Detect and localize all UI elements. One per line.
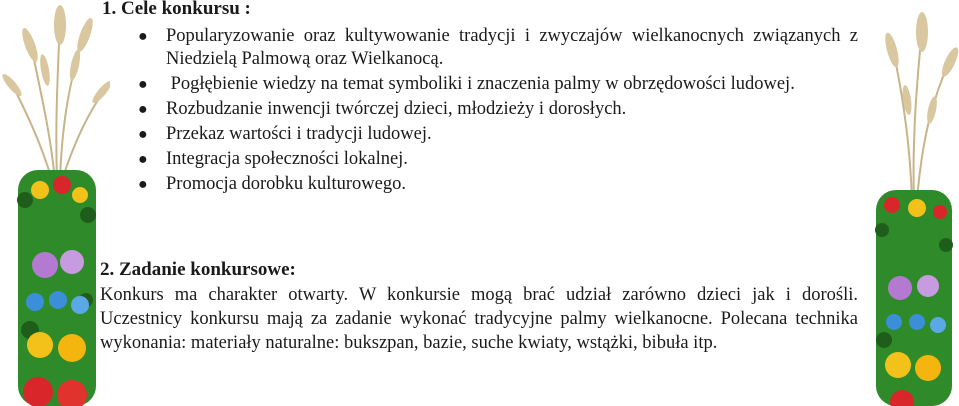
bullet-icon: ● xyxy=(138,176,148,193)
goal-text: Promocja dorobku kulturowego. xyxy=(166,174,406,194)
goal-text: Rozbudzanie inwencji twórczej dzieci, młodzieży i dorosłych. xyxy=(166,99,627,119)
goal-text: Pogłębienie wiedzy na temat symboliki i znaczenia palmy w obrzędowości ludowej. xyxy=(166,74,795,94)
bullet-icon: ● xyxy=(138,28,148,45)
goals-list xyxy=(100,25,860,198)
list-item xyxy=(100,173,860,196)
list-item xyxy=(100,98,860,121)
easter-palm-right-icon xyxy=(862,0,959,406)
section-task-heading: 2. Zadanie konkursowe: xyxy=(100,259,296,280)
goal-text: Integracja społeczności lokalnej. xyxy=(166,149,408,169)
list-item xyxy=(100,148,860,171)
bullet-icon: ● xyxy=(138,76,148,93)
goal-text: Przekaz wartości i tradycji ludowej. xyxy=(166,124,432,144)
goal-text: Popularyzowanie oraz kultywowanie tradycji i zwyczajów wielkanocnych związanych z Niedzielą Palmową oraz Wielkanocą. xyxy=(166,26,858,69)
list-item xyxy=(100,25,860,71)
easter-palm-left-icon xyxy=(0,0,110,406)
task-paragraph: Konkurs ma charakter otwarty. W konkursie mogą brać udział zarówno dzieci jak i dorośli. Uczestnicy konkursu mają za zadanie wykonać tradycyjne palmy wielkanocne. Polecana technika wykonania: materiały naturalne: bukszpan, bazie, suche kwiaty, wstążki, bibuła itp. xyxy=(100,285,858,353)
list-item xyxy=(100,123,860,146)
bullet-icon: ● xyxy=(138,126,148,143)
bullet-icon: ● xyxy=(138,101,148,118)
section-goals-heading: 1. Cele konkursu : xyxy=(102,0,251,19)
list-item xyxy=(100,73,860,96)
bullet-icon: ● xyxy=(138,151,148,168)
